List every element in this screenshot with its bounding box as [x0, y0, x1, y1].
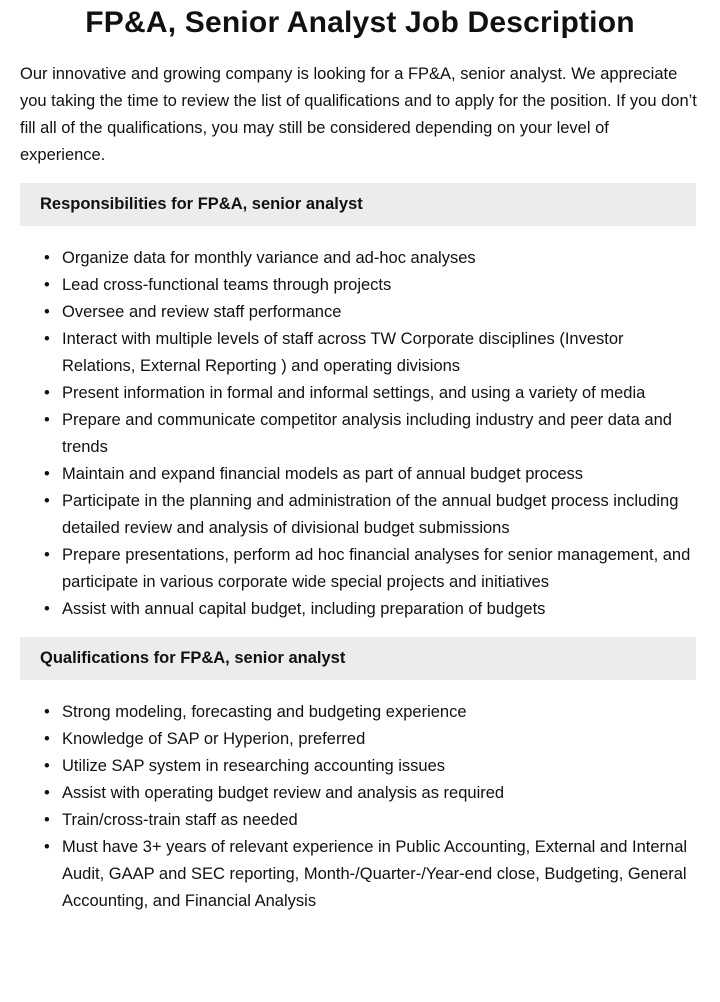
list-item: • Strong modeling, forecasting and budgeting experience [62, 699, 698, 726]
list-item: • Prepare presentations, perform ad hoc financial analyses for senior management, and participate in various corporate wide special projects and initiatives [62, 542, 698, 596]
list-item: • Assist with annual capital budget, including preparation of budgets [62, 596, 698, 623]
list-item: • Prepare and communicate competitor analysis including industry and peer data and trends [62, 407, 698, 461]
list-item: • Oversee and review staff performance [62, 299, 698, 326]
list-item: • Utilize SAP system in researching accounting issues [62, 753, 698, 780]
responsibilities-section-heading: Responsibilities for FP&A, senior analyst [40, 195, 363, 213]
qualifications-section-bar [20, 637, 696, 680]
list-item: • Present information in formal and informal settings, and using a variety of media [62, 380, 698, 407]
list-item: • Maintain and expand financial models as part of annual budget process [62, 461, 698, 488]
list-item: • Participate in the planning and administration of the annual budget process including detailed review and analysis of divisional budget submissions [62, 488, 698, 542]
list-item: • Lead cross-functional teams through projects [62, 272, 698, 299]
list-item: • Train/cross-train staff as needed [62, 807, 698, 834]
qualifications-section-heading: Qualifications for FP&A, senior analyst [40, 649, 346, 667]
responsibilities-list [20, 245, 698, 623]
responsibilities-section-bar [20, 183, 696, 226]
qualifications-list [20, 699, 698, 915]
page-title: FP&A, Senior Analyst Job Description [85, 6, 635, 39]
list-item: • Knowledge of SAP or Hyperion, preferred [62, 726, 698, 753]
list-item: • Assist with operating budget review and analysis as required [62, 780, 698, 807]
list-item: • Interact with multiple levels of staff across TW Corporate disciplines (Investor Relations, External Reporting ) and operating divisions [62, 326, 698, 380]
list-item: • Must have 3+ years of relevant experience in Public Accounting, External and Internal Audit, GAAP and SEC reporting, Month-/Quarter-/Year-end close, Budgeting, General Accounting, and Financial Analysis [62, 834, 698, 915]
list-item: • Organize data for monthly variance and ad-hoc analyses [62, 245, 698, 272]
intro-paragraph: Our innovative and growing company is looking for a FP&A, senior analyst. We appreciate you taking the time to review the list of qualifications and to apply for the position. If you don’t fill all of the qualifications, you may still be considered depending on your level of experience. [20, 65, 697, 164]
